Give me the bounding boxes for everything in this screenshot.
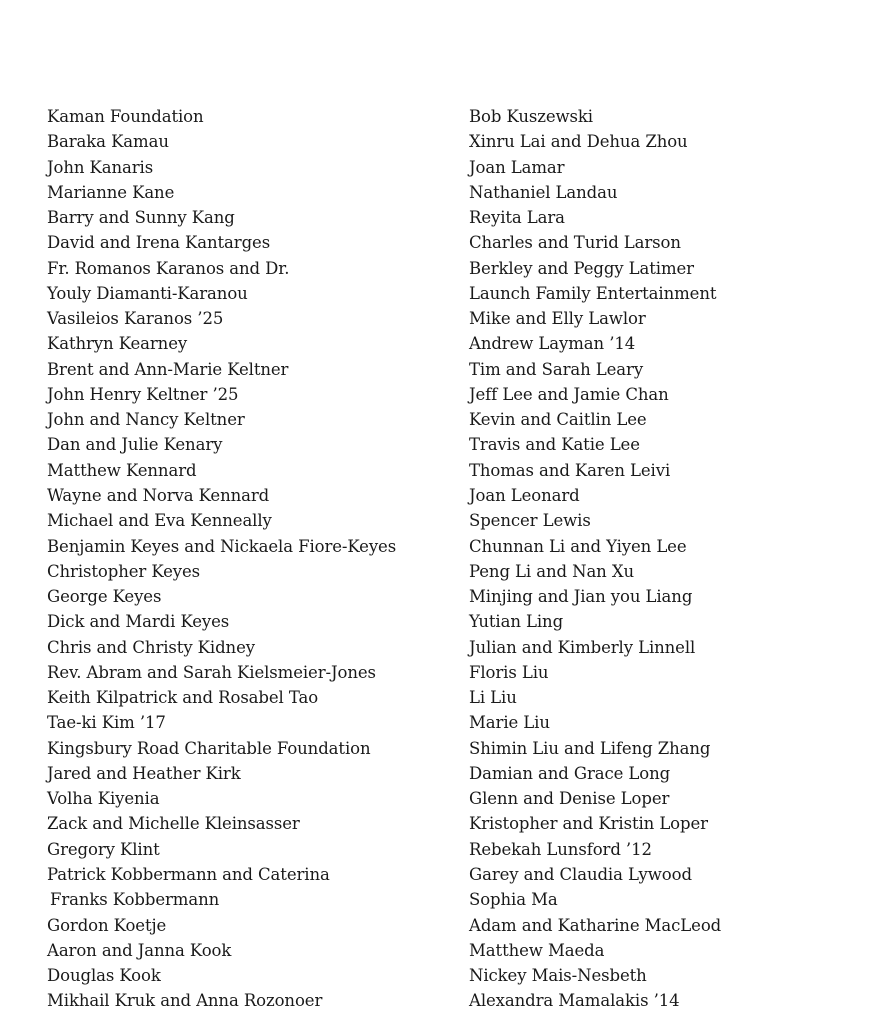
donor-name: Floris Liu <box>469 662 549 682</box>
donor-name: Baraka Kamau <box>47 132 169 152</box>
donor-name: Andrew Layman ’14 <box>469 334 636 354</box>
donor-name: John Kanaris <box>47 157 154 177</box>
donor-name: Barry and Sunny Kang <box>47 208 235 228</box>
donor-name: Rev. Abram and Sarah Kielsmeier-Jones <box>47 662 376 682</box>
donor-name: David and Irena Kantarges <box>47 233 271 253</box>
donor-name: Berkley and Peggy Latimer <box>469 258 694 278</box>
donor-name: Franks Kobbermann <box>50 890 220 910</box>
donor-column-right <box>469 104 879 1014</box>
donor-name: Fr. Romanos Karanos and Dr. <box>47 258 290 278</box>
donor-name: Marie Liu <box>469 713 550 733</box>
donor-name: Benjamin Keyes and Nickaela Fiore-Keyes <box>47 536 397 556</box>
donor-name: Nathaniel Landau <box>469 182 618 202</box>
donor-name: Matthew Kennard <box>47 460 197 480</box>
donor-name: Joan Leonard <box>469 485 580 505</box>
donor-name: Keith Kilpatrick and Rosabel Tao <box>47 688 319 708</box>
donor-name: Gordon Koetje <box>47 915 167 935</box>
donor-name: Glenn and Denise Loper <box>469 789 670 809</box>
donor-name: Peng Li and Nan Xu <box>469 561 635 581</box>
donor-name: Kristopher and Kristin Loper <box>469 814 708 834</box>
donor-name: Dan and Julie Kenary <box>47 435 223 455</box>
donor-name: Travis and Katie Lee <box>469 435 640 455</box>
donor-name: Rebekah Lunsford ’12 <box>469 839 652 859</box>
donor-name: Christopher Keyes <box>47 561 201 581</box>
donor-name: Reyita Lara <box>469 208 565 228</box>
donor-name: Chris and Christy Kidney <box>47 637 255 657</box>
donor-name: Marianne Kane <box>47 182 175 202</box>
donor-name: Minjing and Jian you Liang <box>469 587 693 607</box>
donor-name: Mike and Elly Lawlor <box>469 309 646 329</box>
donor-name: Vasileios Karanos ’25 <box>47 309 224 329</box>
donor-name: Spencer Lewis <box>469 511 591 531</box>
donor-name: Volha Kiyenia <box>47 789 160 809</box>
donor-name: Jeff Lee and Jamie Chan <box>469 384 669 404</box>
donor-name: Kingsbury Road Charitable Foundation <box>47 738 371 758</box>
donor-name: Tae-ki Kim ’17 <box>47 713 166 733</box>
donor-name: Kevin and Caitlin Lee <box>469 410 647 430</box>
donor-name: Julian and Kimberly Linnell <box>469 637 696 657</box>
donor-name: Shimin Liu and Lifeng Zhang <box>469 738 711 758</box>
donor-name: Sophia Ma <box>469 890 558 910</box>
donor-name: Michael and Eva Kenneally <box>47 511 272 531</box>
donor-name: Matthew Maeda <box>469 940 605 960</box>
donor-name: Thomas and Karen Leivi <box>469 460 671 480</box>
donor-name: Adam and Katharine MacLeod <box>469 915 722 935</box>
donor-name: Xinru Lai and Dehua Zhou <box>469 132 688 152</box>
donor-name: Tim and Sarah Leary <box>469 359 644 379</box>
donor-name: Garey and Claudia Lywood <box>469 864 692 884</box>
donor-name: Joan Lamar <box>469 157 565 177</box>
donor-name: Li Liu <box>469 688 517 708</box>
donor-name: Kaman Foundation <box>47 107 204 126</box>
donor-name: Yutian Ling <box>469 612 564 632</box>
donor-name: Damian and Grace Long <box>469 763 671 783</box>
donor-name: John Henry Keltner ’25 <box>47 384 239 404</box>
donor-column-left <box>47 104 447 1014</box>
donor-name: Wayne and Norva Kennard <box>47 485 270 505</box>
donor-name: Zack and Michelle Kleinsasser <box>47 814 300 834</box>
donor-name: Bob Kuszewski <box>469 107 593 126</box>
donor-name: Launch Family Entertainment <box>469 283 717 303</box>
donor-name: George Keyes <box>47 587 162 607</box>
donor-name: Jared and Heather Kirk <box>47 763 241 783</box>
donor-name: Douglas Kook <box>47 966 161 986</box>
donor-name: Charles and Turid Larson <box>469 233 681 253</box>
donor-name: John and Nancy Keltner <box>47 410 245 430</box>
donor-name: Mikhail Kruk and Anna Rozonoer <box>47 991 323 1011</box>
donor-name: Kathryn Kearney <box>47 334 188 354</box>
donor-name: Aaron and Janna Kook <box>47 940 232 960</box>
donor-name: Patrick Kobbermann and Caterina <box>47 864 330 884</box>
donor-name: Alexandra Mamalakis ’14 <box>469 991 680 1011</box>
donor-name: Dick and Mardi Keyes <box>47 612 230 632</box>
donor-name: Chunnan Li and Yiyen Lee <box>469 536 687 556</box>
donor-name: Nickey Mais-Nesbeth <box>469 966 647 986</box>
donor-name: Brent and Ann-Marie Keltner <box>47 359 289 379</box>
donor-name: Youly Diamanti-Karanou <box>47 283 248 303</box>
donor-name: Gregory Klint <box>47 839 160 859</box>
